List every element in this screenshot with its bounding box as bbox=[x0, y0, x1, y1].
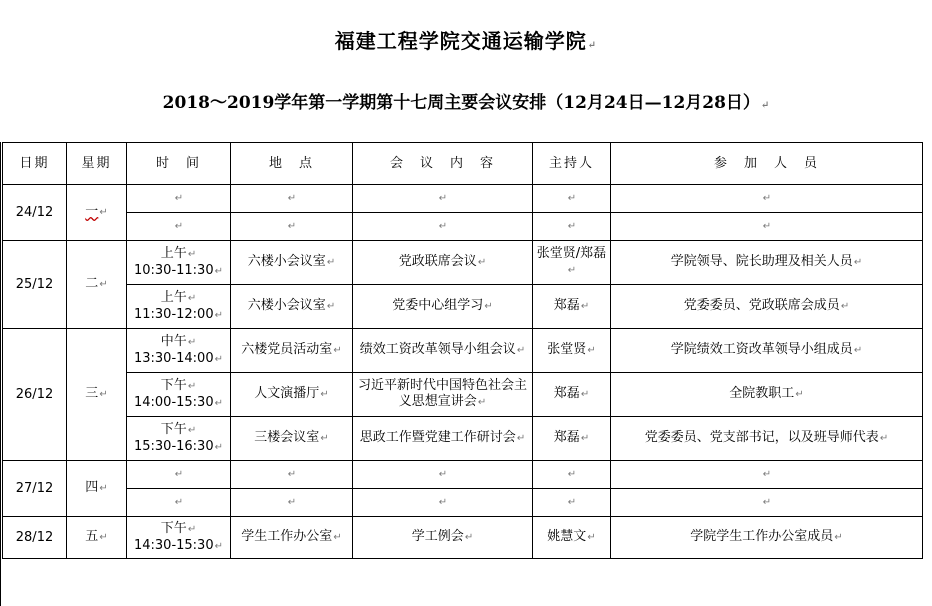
paragraph-mark: ↵ bbox=[187, 292, 197, 304]
date-cell bbox=[3, 517, 67, 559]
weekday-text: 五 bbox=[85, 529, 99, 544]
date-text: 26/12 bbox=[15, 386, 54, 402]
paragraph-mark: ↵ bbox=[99, 483, 108, 494]
paragraph-mark: ↵ bbox=[187, 380, 197, 392]
date-cell bbox=[3, 329, 67, 461]
paragraph-mark: ↵ bbox=[99, 279, 108, 290]
date-text: 27/12 bbox=[15, 480, 54, 496]
location-cell bbox=[231, 329, 353, 373]
content-cell bbox=[353, 329, 533, 373]
content-cell bbox=[353, 461, 533, 489]
weekday-cell bbox=[67, 241, 127, 329]
participants-cell bbox=[611, 517, 923, 559]
paragraph-mark: ↵ bbox=[840, 301, 850, 312]
date-cell bbox=[3, 461, 67, 517]
participants-cell bbox=[611, 185, 923, 213]
document-subtitle: 2018～2019学年第一学期第十七周主要会议安排（12月24日—12月28日）↵ bbox=[162, 93, 770, 113]
location-cell bbox=[231, 241, 353, 285]
host-cell bbox=[533, 213, 611, 241]
paragraph-mark: ↵ bbox=[477, 257, 487, 268]
paragraph-mark: ↵ bbox=[762, 497, 772, 508]
time-period-text: 上午 bbox=[160, 245, 187, 261]
paragraph-mark: ↵ bbox=[214, 540, 223, 552]
location-cell bbox=[231, 373, 353, 417]
location-text: 人文演播厅 bbox=[254, 386, 320, 401]
paragraph-mark: ↵ bbox=[438, 469, 448, 480]
content-cell bbox=[353, 489, 533, 517]
paragraph-mark: ↵ bbox=[333, 345, 342, 356]
host-cell bbox=[533, 461, 611, 489]
paragraph-mark: ↵ bbox=[580, 389, 590, 400]
location-cell bbox=[231, 461, 353, 489]
time-range-text: 11:30-12:00 bbox=[133, 306, 214, 322]
paragraph-mark: ↵ bbox=[567, 221, 577, 232]
weekday-cell bbox=[67, 329, 127, 461]
paragraph-mark: ↵ bbox=[438, 221, 448, 232]
time-range-text: 14:30-15:30 bbox=[133, 537, 214, 553]
host-text: 郑磊 bbox=[553, 386, 580, 401]
header-date: 日期 bbox=[3, 143, 67, 185]
table-row bbox=[3, 373, 923, 417]
paragraph-mark: ↵ bbox=[516, 433, 526, 444]
paragraph-mark: ↵ bbox=[287, 469, 297, 480]
participants-text: 学院绩效工资改革领导小组成员 bbox=[670, 342, 853, 357]
header-content: 会 议 内 容 bbox=[353, 143, 533, 185]
paragraph-mark: ↵ bbox=[214, 309, 223, 321]
paragraph-mark: ↵ bbox=[333, 532, 342, 543]
time-range-text: 13:30-14:00 bbox=[133, 350, 214, 366]
page-edge-line bbox=[0, 142, 1, 606]
weekday-text: 三 bbox=[85, 386, 99, 401]
paragraph-mark: ↵ bbox=[287, 193, 297, 204]
date-cell bbox=[3, 185, 67, 241]
paragraph-mark: ↵ bbox=[214, 441, 223, 453]
table-row bbox=[3, 329, 923, 373]
content-text: 学工例会 bbox=[411, 529, 464, 544]
table-header-row bbox=[3, 143, 923, 185]
table-row bbox=[3, 185, 923, 213]
time-period-text: 下午 bbox=[160, 377, 187, 393]
paragraph-mark: ↵ bbox=[567, 497, 577, 508]
paragraph-mark: ↵ bbox=[567, 265, 577, 276]
time-cell bbox=[127, 489, 231, 517]
host-cell bbox=[533, 417, 611, 461]
participants-text: 全院教职工 bbox=[729, 386, 795, 401]
paragraph-mark: ↵ bbox=[834, 532, 843, 543]
location-text: 六楼小会议室 bbox=[247, 298, 326, 313]
paragraph-mark: ↵ bbox=[580, 433, 590, 444]
time-cell bbox=[127, 517, 231, 559]
host-text: 张堂贤/郑磊 bbox=[536, 246, 607, 261]
content-cell bbox=[353, 213, 533, 241]
header-weekday: 星期 bbox=[67, 143, 127, 185]
paragraph-mark: ↵ bbox=[174, 497, 184, 508]
paragraph-mark: ↵ bbox=[187, 248, 197, 260]
time-cell bbox=[127, 185, 231, 213]
paragraph-mark: ↵ bbox=[214, 397, 223, 409]
table-row bbox=[3, 417, 923, 461]
location-cell bbox=[231, 285, 353, 329]
paragraph-mark: ↵ bbox=[99, 532, 108, 543]
paragraph-mark: ↵ bbox=[587, 40, 598, 51]
time-period-text: 上午 bbox=[160, 289, 187, 305]
paragraph-mark: ↵ bbox=[484, 301, 493, 312]
location-cell bbox=[231, 185, 353, 213]
paragraph-mark: ↵ bbox=[187, 523, 197, 535]
participants-cell bbox=[611, 285, 923, 329]
header-location: 地 点 bbox=[231, 143, 353, 185]
location-text: 三楼会议室 bbox=[254, 430, 320, 445]
host-text: 姚慧文 bbox=[547, 529, 587, 544]
content-cell bbox=[353, 285, 533, 329]
location-cell bbox=[231, 417, 353, 461]
weekday-cell bbox=[67, 517, 127, 559]
date-text: 25/12 bbox=[15, 276, 54, 292]
host-text: 郑磊 bbox=[553, 298, 580, 313]
paragraph-mark: ↵ bbox=[187, 424, 197, 436]
location-text: 六楼党员活动室 bbox=[241, 342, 333, 357]
weekday-text: 二 bbox=[85, 276, 99, 291]
time-range-text: 14:00-15:30 bbox=[133, 394, 214, 410]
host-text: 郑磊 bbox=[553, 430, 580, 445]
content-text: 绩效工资改革领导小组会议 bbox=[359, 342, 516, 357]
paragraph-mark: ↵ bbox=[320, 389, 329, 400]
location-cell bbox=[231, 213, 353, 241]
weekday-text: 一 bbox=[85, 204, 99, 219]
table-row bbox=[3, 489, 923, 517]
host-cell bbox=[533, 373, 611, 417]
weekday-cell bbox=[67, 185, 127, 241]
time-cell bbox=[127, 373, 231, 417]
meeting-schedule-table bbox=[2, 142, 923, 559]
host-cell bbox=[533, 285, 611, 329]
content-cell bbox=[353, 517, 533, 559]
paragraph-mark: ↵ bbox=[214, 265, 223, 277]
paragraph-mark: ↵ bbox=[287, 221, 297, 232]
participants-cell bbox=[611, 241, 923, 285]
time-cell bbox=[127, 461, 231, 489]
header-host: 主持人 bbox=[533, 143, 611, 185]
location-text: 学生工作办公室 bbox=[241, 529, 333, 544]
paragraph-mark: ↵ bbox=[580, 301, 590, 312]
paragraph-mark: ↵ bbox=[174, 221, 184, 232]
participants-cell bbox=[611, 489, 923, 517]
schedule-body bbox=[3, 185, 923, 559]
paragraph-mark: ↵ bbox=[214, 353, 223, 365]
time-period-text: 中午 bbox=[160, 333, 187, 349]
participants-cell bbox=[611, 329, 923, 373]
time-cell bbox=[127, 329, 231, 373]
paragraph-mark: ↵ bbox=[174, 469, 184, 480]
date-cell bbox=[3, 241, 67, 329]
location-cell bbox=[231, 489, 353, 517]
weekday-text: 四 bbox=[85, 480, 99, 495]
content-text: 习近平新时代中国特色社会主义思想宣讲会 bbox=[357, 378, 527, 409]
table-row bbox=[3, 517, 923, 559]
paragraph-mark: ↵ bbox=[795, 389, 804, 400]
table-row bbox=[3, 461, 923, 489]
participants-cell bbox=[611, 213, 923, 241]
paragraph-mark: ↵ bbox=[438, 193, 448, 204]
paragraph-mark: ↵ bbox=[320, 433, 329, 444]
paragraph-mark: ↵ bbox=[174, 193, 184, 204]
content-cell bbox=[353, 417, 533, 461]
date-text: 24/12 bbox=[15, 204, 54, 220]
content-text: 党委中心组学习 bbox=[392, 298, 484, 313]
paragraph-mark: ↵ bbox=[853, 345, 863, 356]
time-period-text: 下午 bbox=[160, 421, 187, 437]
paragraph-mark: ↵ bbox=[477, 397, 487, 408]
host-cell bbox=[533, 517, 611, 559]
participants-text: 党委委员、党政联席会成员 bbox=[683, 298, 840, 313]
time-period-text: 下午 bbox=[160, 520, 187, 536]
time-cell bbox=[127, 213, 231, 241]
paragraph-mark: ↵ bbox=[187, 336, 197, 348]
paragraph-mark: ↵ bbox=[587, 345, 596, 356]
participants-cell bbox=[611, 373, 923, 417]
time-range-text: 15:30-16:30 bbox=[133, 438, 214, 454]
table-row bbox=[3, 285, 923, 329]
paragraph-mark: ↵ bbox=[464, 532, 474, 543]
paragraph-mark: ↵ bbox=[762, 193, 772, 204]
paragraph-mark: ↵ bbox=[287, 497, 297, 508]
header-time: 时 间 bbox=[127, 143, 231, 185]
paragraph-mark: ↵ bbox=[762, 221, 772, 232]
participants-text: 学院学生工作办公室成员 bbox=[690, 529, 834, 544]
paragraph-mark: ↵ bbox=[567, 193, 577, 204]
content-text: 思政工作暨党建工作研讨会 bbox=[359, 430, 516, 445]
paragraph-mark: ↵ bbox=[762, 469, 772, 480]
table-row bbox=[3, 213, 923, 241]
table-row bbox=[3, 241, 923, 285]
content-cell bbox=[353, 185, 533, 213]
paragraph-mark: ↵ bbox=[516, 345, 526, 356]
paragraph-mark: ↵ bbox=[760, 100, 770, 111]
weekday-cell bbox=[67, 461, 127, 517]
content-cell bbox=[353, 373, 533, 417]
time-cell bbox=[127, 285, 231, 329]
location-cell bbox=[231, 517, 353, 559]
host-cell bbox=[533, 185, 611, 213]
host-cell bbox=[533, 329, 611, 373]
participants-cell bbox=[611, 461, 923, 489]
paragraph-mark: ↵ bbox=[567, 469, 577, 480]
content-cell bbox=[353, 241, 533, 285]
time-cell bbox=[127, 241, 231, 285]
time-range-text: 10:30-11:30 bbox=[133, 262, 214, 278]
paragraph-mark: ↵ bbox=[879, 433, 889, 444]
document-title: 福建工程学院交通运输学院↵ bbox=[334, 29, 598, 53]
content-text: 党政联席会议 bbox=[398, 254, 477, 269]
paragraph-mark: ↵ bbox=[438, 497, 448, 508]
paragraph-mark: ↵ bbox=[853, 257, 863, 268]
paragraph-mark: ↵ bbox=[326, 257, 336, 268]
host-cell bbox=[533, 241, 611, 285]
participants-text: 学院领导、院长助理及相关人员 bbox=[670, 254, 853, 269]
participants-text: 党委委员、党支部书记，以及班导师代表 bbox=[644, 430, 879, 445]
date-text: 28/12 bbox=[15, 529, 54, 545]
header-participants: 参 加 人 员 bbox=[611, 143, 923, 185]
host-text: 张堂贤 bbox=[547, 342, 587, 357]
host-cell bbox=[533, 489, 611, 517]
location-text: 六楼小会议室 bbox=[247, 254, 326, 269]
paragraph-mark: ↵ bbox=[99, 207, 108, 218]
paragraph-mark: ↵ bbox=[99, 389, 108, 400]
paragraph-mark: ↵ bbox=[587, 532, 596, 543]
paragraph-mark: ↵ bbox=[326, 301, 336, 312]
time-cell bbox=[127, 417, 231, 461]
participants-cell bbox=[611, 417, 923, 461]
